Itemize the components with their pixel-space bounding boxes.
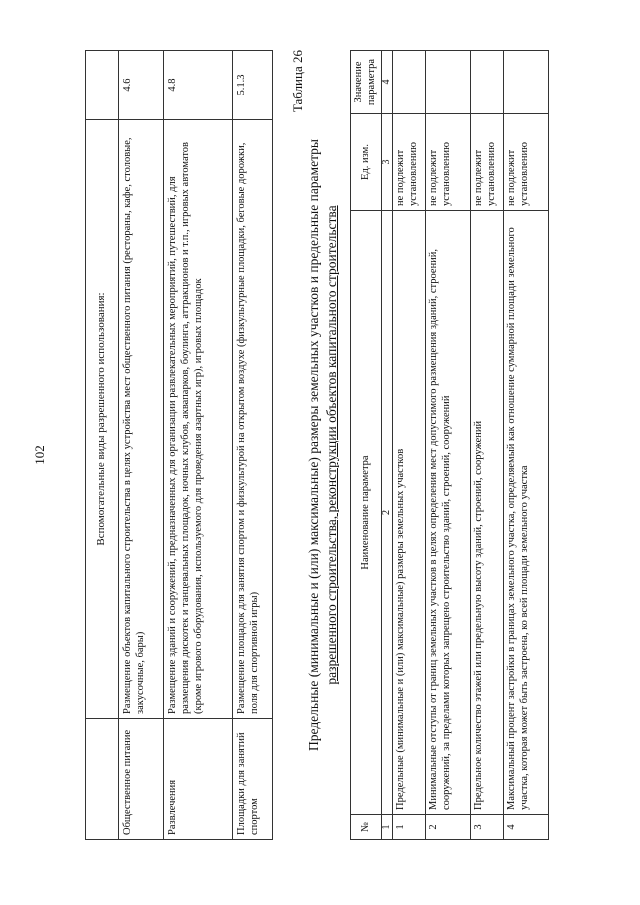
table-row — [426, 51, 471, 840]
use-name: Развлечения — [164, 719, 233, 840]
param-value — [393, 51, 426, 114]
table-row — [119, 51, 164, 840]
use-code: 4.6 — [119, 51, 164, 120]
use-name: Площадки для занятий спортом — [233, 719, 273, 840]
table-row — [504, 51, 549, 840]
params-column-number-row — [382, 51, 393, 840]
use-description: Размещение объектов капитального строительства в целях устройства мест общественного питания (рестораны, кафе, столовые, закусочные, бары) — [119, 120, 164, 719]
table-row — [164, 51, 233, 840]
parameters-table — [350, 50, 549, 840]
param-name: Минимальные отступы от границ земельных участков в целях определения мест допустимого размещения зданий, строений, сооружений, за пределами которых запрещено строительство зданий, строений, сооружений — [426, 211, 471, 815]
param-value — [471, 51, 504, 114]
param-unit: не подлежит установлению — [471, 114, 504, 211]
use-name: Общественное питание — [119, 719, 164, 840]
use-code: 5.1.3 — [233, 51, 273, 120]
use-description: Размещение площадок для занятия спортом и физкультурой на открытом воздухе (физкультурные площадки, беговые дорожки, поля для спортивной игры) — [233, 120, 273, 719]
param-name: Предельные (минимальные и (или) максимальные) размеры земельных участков — [393, 211, 426, 815]
param-name: Максимальный процент застройки в границах земельного участка, определяемый как отношение суммарной площади земельного участка, которая может быть застроена, ко всей площади земельного участка — [504, 211, 549, 815]
table-title-line-2: разрешенного строительства, реконструкции объектов капитального строительства — [324, 205, 340, 685]
uses-header-code-cell — [86, 51, 119, 120]
table-title-line-1: Предельные (минимальные и (или) максимальные) размеры земельных участков и предельные параметры — [306, 139, 321, 751]
uses-table-header-row — [86, 51, 119, 840]
param-number: 3 — [471, 815, 504, 840]
param-number: 1 — [393, 815, 426, 840]
params-header-row — [351, 51, 382, 840]
param-name: Предельное количество этажей или предельную высоту зданий, строений, сооружений — [471, 211, 504, 815]
table-row — [471, 51, 504, 840]
column-number: 4 — [382, 51, 393, 114]
param-number: 4 — [504, 815, 549, 840]
column-number: 1 — [382, 815, 393, 840]
table-label: Таблица 26 — [290, 50, 305, 113]
header-unit: Ед. изм. — [351, 114, 382, 211]
page-number: 102 — [32, 445, 47, 465]
param-value — [426, 51, 471, 114]
uses-table-header: Вспомогательные виды разрешенного использования: — [86, 120, 119, 719]
uses-header-empty-cell — [86, 719, 119, 840]
header-parameter-name: Наименование параметра — [351, 211, 382, 815]
table-row — [393, 51, 426, 840]
param-value — [504, 51, 549, 114]
use-code: 4.8 — [164, 51, 233, 120]
table-title — [305, 50, 341, 840]
rotated-page-content — [85, 50, 615, 840]
param-number: 2 — [426, 815, 471, 840]
header-value: Значение параметра — [351, 51, 382, 114]
permitted-uses-table — [85, 50, 273, 840]
param-unit: не подлежит установлению — [393, 114, 426, 211]
param-unit: не подлежит установлению — [426, 114, 471, 211]
param-unit: не подлежит установлению — [504, 114, 549, 211]
column-number: 3 — [382, 114, 393, 211]
column-number: 2 — [382, 211, 393, 815]
use-description: Размещение зданий и сооружений, предназначенных для организации развлекательных мероприятий, путешествий, для размещения дискотек и танцевальных площадок, ночных клубов, аквапарков, боулинга, аттракционов и т.п., игровых автоматов (кроме игрового оборудования, используемого для проведения азартных игр), игровых площадок — [164, 120, 233, 719]
table-row — [233, 51, 273, 840]
header-number: № — [351, 815, 382, 840]
